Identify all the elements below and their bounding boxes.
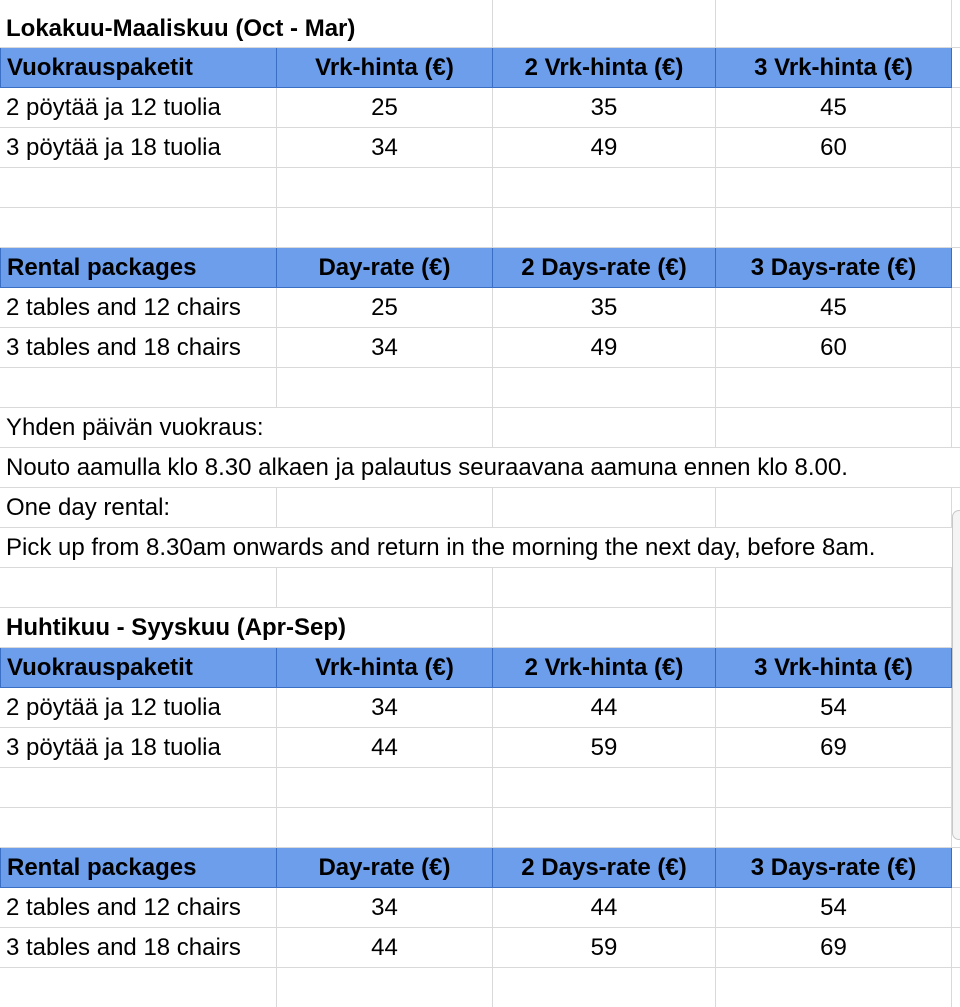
cell[interactable] [952,208,960,248]
cell[interactable] [716,408,952,448]
package-name-cell[interactable]: 3 pöytää ja 18 tuolia [0,128,277,168]
cell[interactable] [952,168,960,208]
header-cell[interactable]: Vuokrauspaketit [0,48,277,88]
cell[interactable] [0,968,277,1007]
table-row [0,728,960,768]
cell[interactable] [716,568,952,608]
price-cell[interactable]: 25 [277,88,493,128]
header-cell[interactable]: 3 Days-rate (€) [716,848,952,888]
header-cell[interactable]: Vuokrauspaketit [0,648,277,688]
cell[interactable] [277,368,493,408]
table-row [0,688,960,728]
cell[interactable] [0,168,277,208]
cell[interactable] [952,448,960,488]
section-title[interactable]: Lokakuu-Maaliskuu (Oct - Mar) [0,0,493,48]
package-name-cell[interactable]: 3 pöytää ja 18 tuolia [0,728,277,768]
package-name-cell[interactable]: 3 tables and 18 chairs [0,328,277,368]
cell[interactable] [493,768,716,808]
table-row [0,328,960,368]
price-cell[interactable]: 54 [716,888,952,928]
package-name-cell[interactable]: 2 pöytää ja 12 tuolia [0,88,277,128]
cell[interactable] [493,168,716,208]
cell[interactable] [952,928,960,968]
header-cell[interactable]: 3 Vrk-hinta (€) [716,648,952,688]
price-cell[interactable]: 44 [493,888,716,928]
empty-row [0,568,960,608]
cell[interactable] [716,488,952,528]
price-cell[interactable]: 34 [277,128,493,168]
note-row [0,408,960,448]
price-cell[interactable]: 54 [716,688,952,728]
section-title[interactable]: Huhtikuu - Syyskuu (Apr-Sep) [0,608,493,648]
header-cell[interactable]: 2 Days-rate (€) [493,248,716,288]
price-cell[interactable]: 44 [493,688,716,728]
empty-row [0,808,960,848]
cell[interactable] [952,408,960,448]
cell[interactable] [0,208,277,248]
price-cell[interactable]: 35 [493,88,716,128]
cell[interactable] [0,768,277,808]
price-cell[interactable]: 45 [716,88,952,128]
header-cell[interactable]: 2 Days-rate (€) [493,848,716,888]
table-header-row [0,648,960,688]
price-cell[interactable]: 59 [493,928,716,968]
table-row [0,888,960,928]
note-row [0,528,960,568]
cell[interactable] [277,488,493,528]
cell[interactable] [952,88,960,128]
price-cell[interactable]: 49 [493,128,716,168]
table-row [0,288,960,328]
cell[interactable] [493,968,716,1007]
note-heading-fi[interactable]: Yhden päivän vuokraus: [0,408,493,448]
table-header-row [0,248,960,288]
header-cell[interactable]: Day-rate (€) [277,248,493,288]
cell[interactable] [952,888,960,928]
cell[interactable] [716,0,952,48]
cell[interactable] [277,968,493,1007]
cell[interactable] [277,568,493,608]
table-row [0,928,960,968]
cell[interactable] [493,568,716,608]
note-row [0,448,960,488]
cell[interactable] [493,808,716,848]
note-text-en[interactable]: Pick up from 8.30am onwards and return in the morning the next day, before 8am. [0,528,952,568]
price-cell[interactable]: 69 [716,728,952,768]
cell[interactable] [716,968,952,1007]
cell[interactable] [0,568,277,608]
cell[interactable] [952,288,960,328]
price-cell[interactable]: 34 [277,328,493,368]
cell[interactable] [716,168,952,208]
package-name-cell[interactable]: 2 tables and 12 chairs [0,888,277,928]
cell[interactable] [716,208,952,248]
empty-row [0,368,960,408]
cell[interactable] [952,328,960,368]
table-header-row [0,848,960,888]
cell[interactable] [493,368,716,408]
table-row [0,88,960,128]
price-cell[interactable]: 49 [493,328,716,368]
cell[interactable] [716,808,952,848]
header-cell[interactable]: Vrk-hinta (€) [277,48,493,88]
vertical-scrollbar[interactable] [952,510,960,840]
empty-row [0,768,960,808]
cell[interactable] [952,0,960,48]
cell[interactable] [716,368,952,408]
header-cell[interactable]: Rental packages [0,848,277,888]
cell[interactable] [493,488,716,528]
cell[interactable] [952,128,960,168]
cell[interactable] [952,48,960,88]
price-cell[interactable]: 34 [277,888,493,928]
header-cell[interactable]: 2 Vrk-hinta (€) [493,648,716,688]
cell[interactable] [277,808,493,848]
note-text-fi[interactable]: Nouto aamulla klo 8.30 alkaen ja palautus seuraavana aamuna ennen klo 8.00. [0,448,952,488]
price-cell[interactable]: 60 [716,128,952,168]
note-row [0,488,960,528]
cell[interactable] [493,0,716,48]
cell[interactable] [277,208,493,248]
cell[interactable] [0,368,277,408]
header-cell[interactable]: 2 Vrk-hinta (€) [493,48,716,88]
table-header-row [0,48,960,88]
header-cell[interactable]: Day-rate (€) [277,848,493,888]
package-name-cell[interactable]: 2 tables and 12 chairs [0,288,277,328]
cell[interactable] [493,208,716,248]
cell[interactable] [277,768,493,808]
cell[interactable] [952,968,960,1007]
section-title-row [0,0,960,48]
cell[interactable] [952,848,960,888]
cell[interactable] [493,608,716,648]
cell[interactable] [277,168,493,208]
price-cell[interactable]: 44 [277,728,493,768]
cell[interactable] [952,368,960,408]
cell[interactable] [493,408,716,448]
price-cell[interactable]: 69 [716,928,952,968]
header-cell[interactable]: Vrk-hinta (€) [277,648,493,688]
price-cell[interactable]: 60 [716,328,952,368]
header-cell[interactable]: 3 Days-rate (€) [716,248,952,288]
price-cell[interactable]: 59 [493,728,716,768]
cell[interactable] [952,248,960,288]
cell[interactable] [0,808,277,848]
price-cell[interactable]: 25 [277,288,493,328]
empty-row [0,208,960,248]
note-heading-en[interactable]: One day rental: [0,488,277,528]
price-cell[interactable]: 45 [716,288,952,328]
empty-row [0,968,960,1007]
price-cell[interactable]: 44 [277,928,493,968]
header-cell[interactable]: 3 Vrk-hinta (€) [716,48,952,88]
price-cell[interactable]: 34 [277,688,493,728]
cell[interactable] [716,768,952,808]
table-row [0,128,960,168]
empty-row [0,168,960,208]
cell[interactable] [716,608,952,648]
package-name-cell[interactable]: 3 tables and 18 chairs [0,928,277,968]
header-cell[interactable]: Rental packages [0,248,277,288]
section-title-row [0,608,960,648]
package-name-cell[interactable]: 2 pöytää ja 12 tuolia [0,688,277,728]
price-cell[interactable]: 35 [493,288,716,328]
